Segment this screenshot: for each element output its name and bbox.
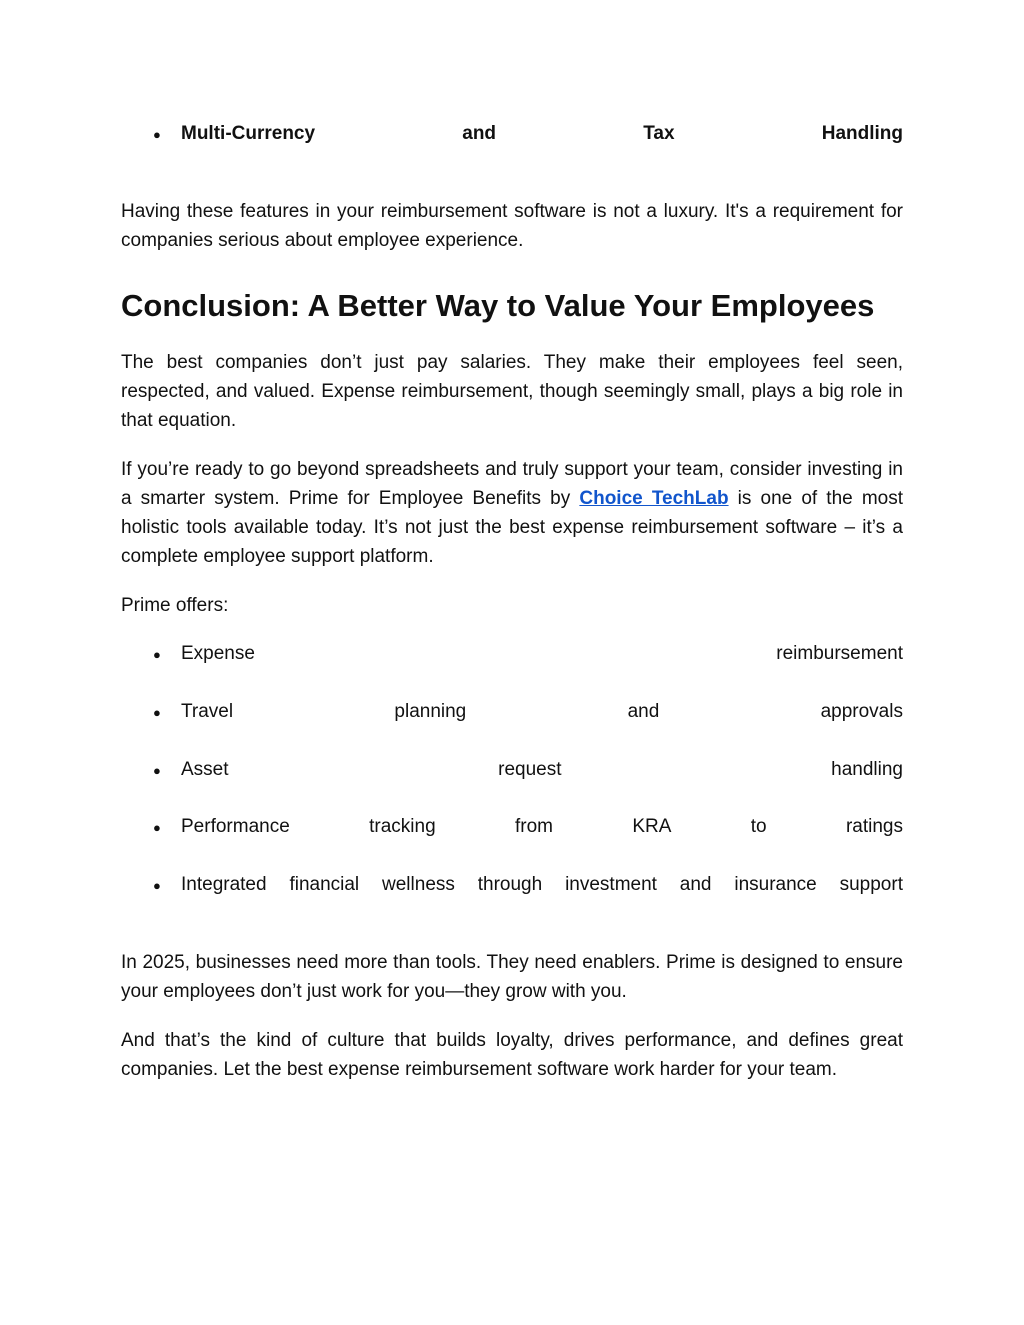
offer-item [121, 814, 903, 841]
paragraph-prime-intro: If you’re ready to go beyond spreadsheets and truly support your team, consider investing in a smarter system. Prime for Employee Benefits by Choice TechLab is one of the most holistic tools available today. It’s not just the best expense reimbursement software – it’s a complete employee support platform. [121, 459, 904, 567]
conclusion-heading: Conclusion: A Better Way to Value Your Employees [121, 288, 875, 323]
offer-item [121, 872, 903, 899]
offer-text: Expense reimbursement [181, 643, 903, 664]
intro-paragraph: Having these features in your reimbursement software is not a luxury. It's a requirement for companies serious about employee experience. [121, 201, 903, 251]
prime-offers-label: Prime offers: [121, 595, 229, 616]
feature-bullet-multi-currency [121, 121, 903, 148]
offer-item [121, 699, 903, 726]
offer-text: Performance tracking from KRA to ratings [181, 816, 903, 837]
offer-item [121, 757, 903, 784]
bullet-dot-icon: ● [153, 705, 161, 720]
bullet-dot-icon: ● [153, 127, 161, 142]
paragraph-best-companies: The best companies don’t just pay salaries. They make their employees feel seen, respected, and valued. Expense reimbursement, though seemingly small, plays a big role in that equation. [121, 352, 903, 431]
paragraph-culture: And that’s the kind of culture that builds loyalty, drives performance, and defines great companies. Let the best expense reimbursement software work harder for your team. [121, 1030, 903, 1080]
paragraph-2025: In 2025, businesses need more than tools. They need enablers. Prime is designed to ensure your employees don’t just work for you—they grow with you. [121, 952, 903, 1002]
offer-text: Travel planning and approvals [181, 701, 903, 722]
offer-text: Asset request handling [181, 759, 903, 780]
bullet-dot-icon: ● [153, 647, 161, 662]
choice-techlab-link[interactable]: Choice TechLab [579, 488, 729, 509]
bullet-dot-icon: ● [153, 820, 161, 835]
offer-text: Integrated financial wellness through investment and insurance support [181, 874, 903, 895]
bullet-dot-icon: ● [153, 878, 161, 893]
bullet-text: Multi-Currency and Tax Handling [181, 123, 903, 144]
offer-item [121, 641, 903, 668]
bullet-dot-icon: ● [153, 763, 161, 778]
